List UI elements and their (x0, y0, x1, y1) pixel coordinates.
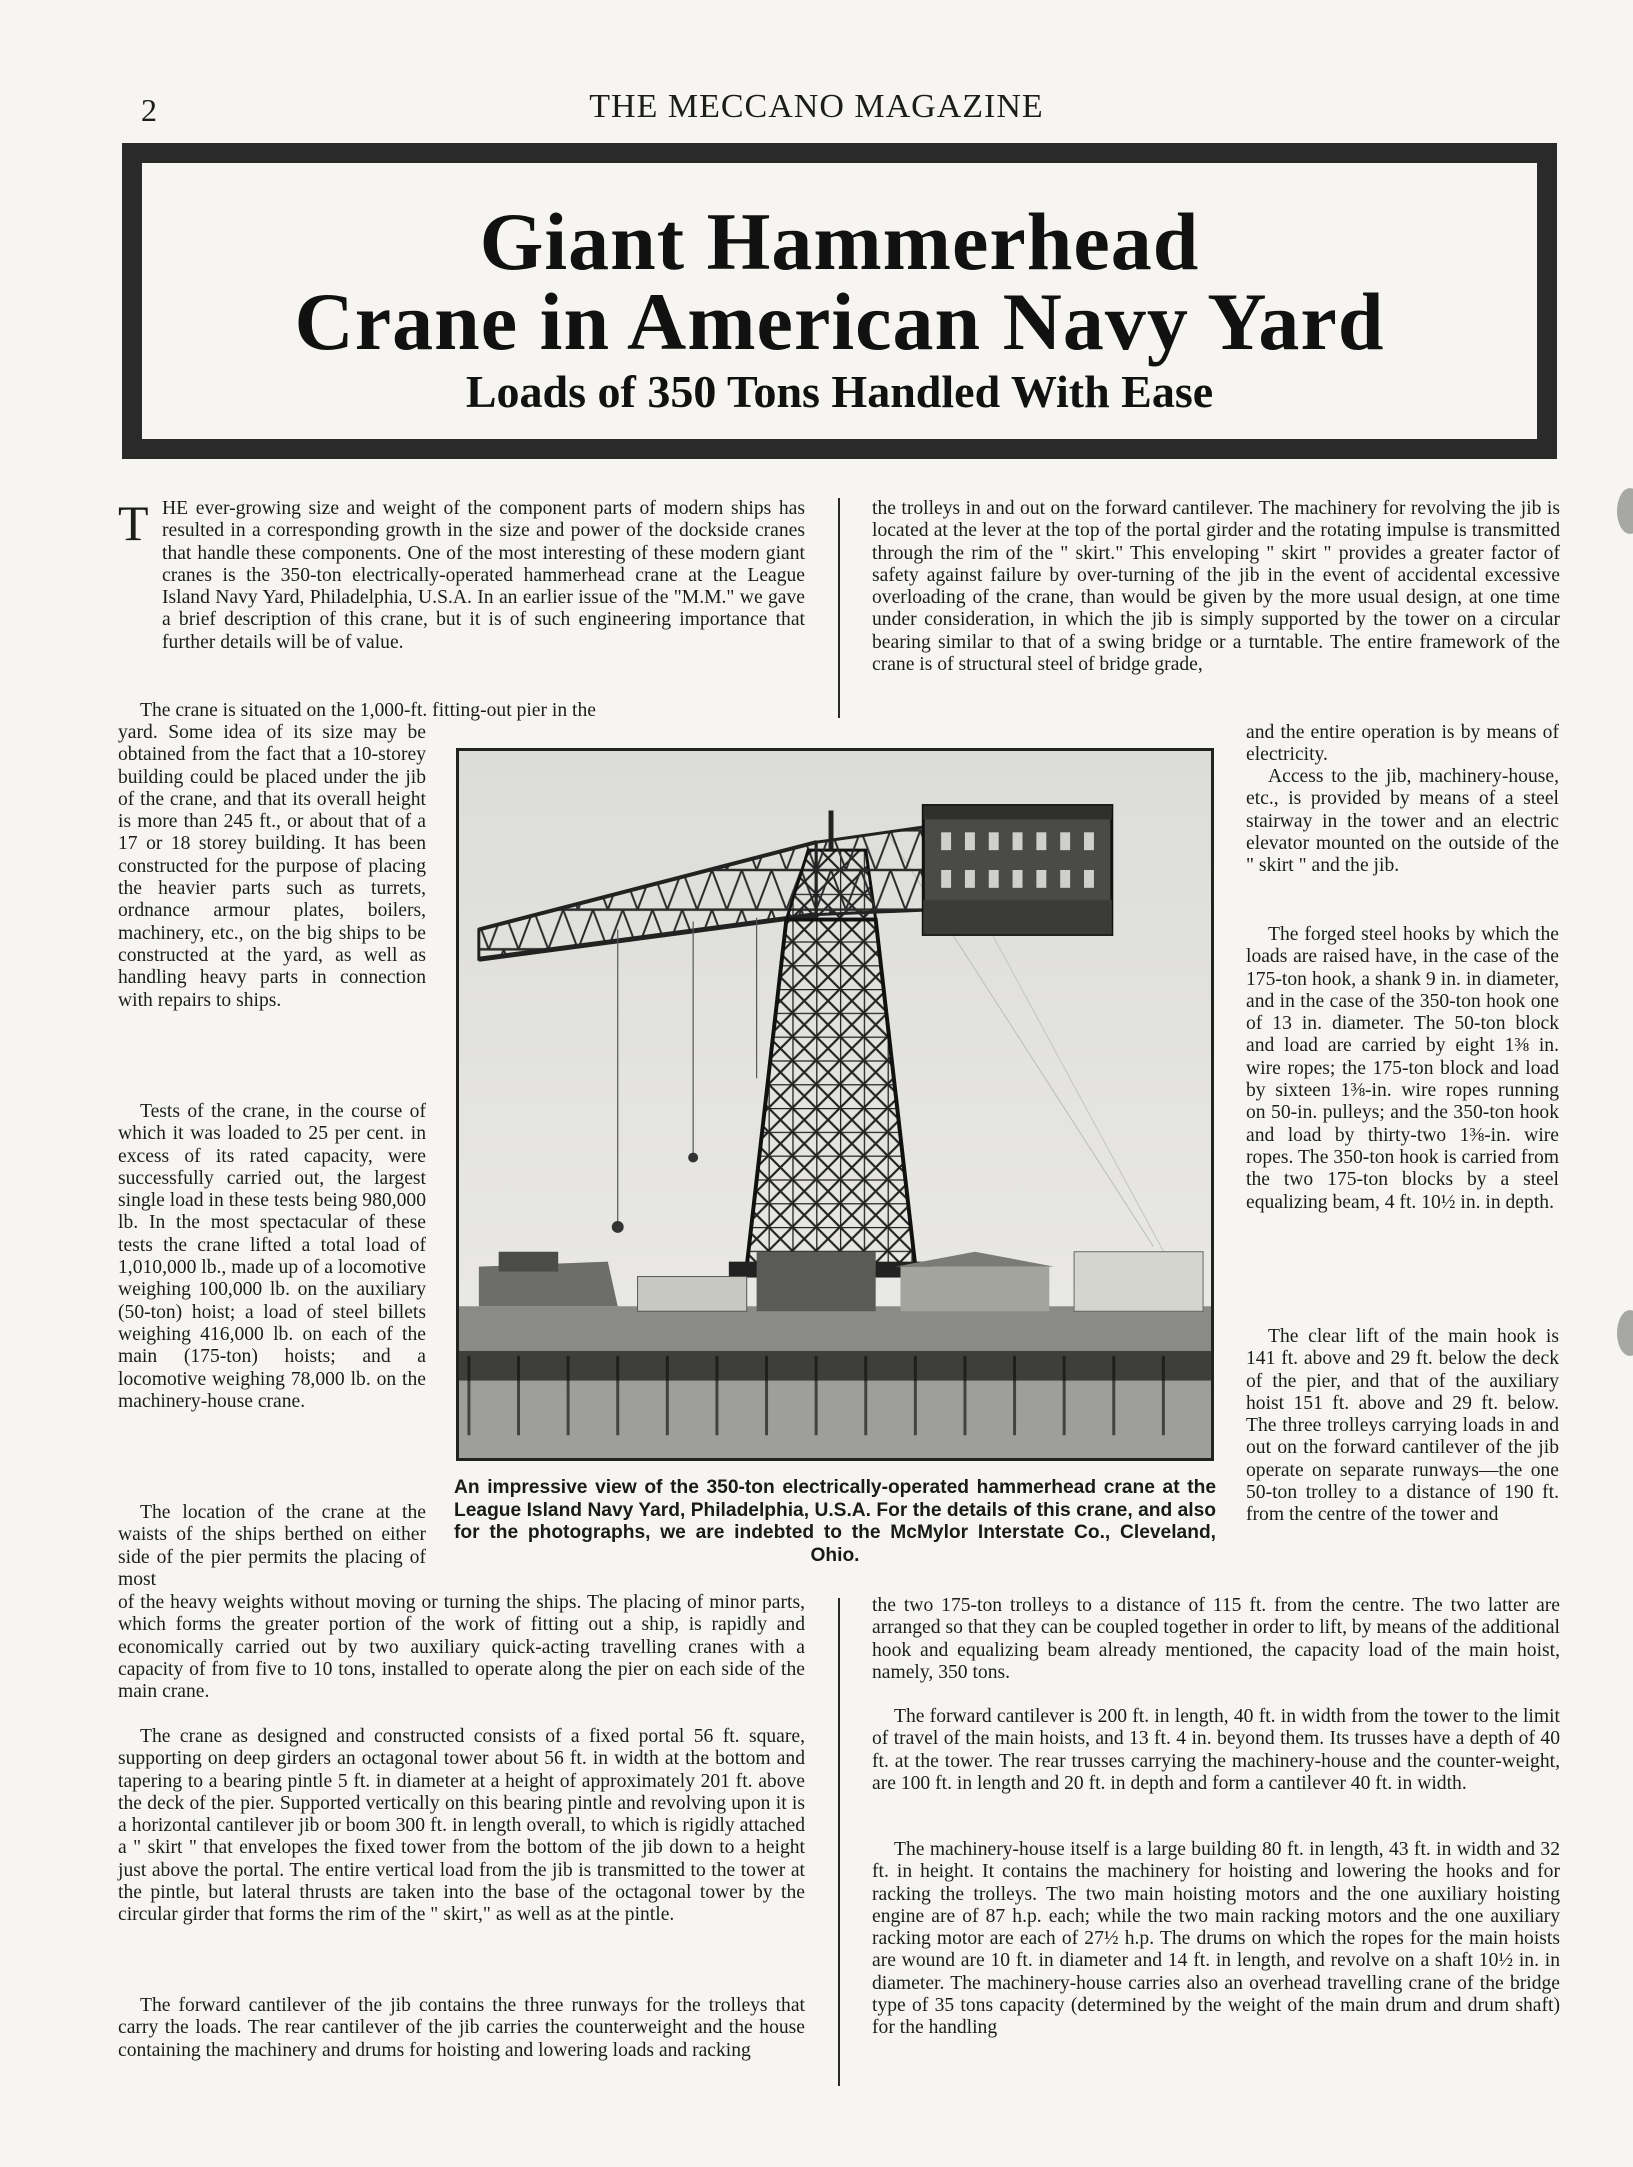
paragraph-5: The crane as designed and constructed consists of a fixed portal 56 ft. square, supporting on deep girders an octagonal tower about 56 ft. in width at the bottom and tapering to a bearing pintle 5 ft. in diameter at a height of approximately 201 ft. above the deck of the pier. Supported vertically on this bearing pintle and revolving upon it is a horizontal cantilever jib or boom 300 ft. in length overall, to which is rigidly attached a " skirt " that envelopes the fixed tower from the bottom of the jib down to a height just above the portal. The entire vertical load from the jib is transmitted to the tower at the pintle, but lateral thrusts are taken into the base of the octagonal tower by the circular girder that forms the rim of the " skirt," as well as at the pintle. (118, 1726, 805, 1926)
paragraph-1-lead (162, 498, 805, 654)
paragraph-3: Tests of the crane, in the course of which it was loaded to 25 per cent. in excess of its rated capacity, were successfully carried out, the largest single load in these tests being 980,000 lb. In the most spectacular of these tests the crane lifted a total load of 1,010,000 lb., made up of a locomotive weighing 100,000 lb. on the auxiliary (50-ton) hoist; a load of steel billets weighing 416,000 lb. on each of the main (175-ton) hoists; and a locomotive weighing 78,000 lb. on the machinery-house crane. (118, 1101, 426, 1412)
paragraph-r1: the trolleys in and out on the forward cantilever. The machinery for revolving the jib is located at the lever at the top of the portal girder and the rotating impulse is transmitted through the rim of the " skirt." This enveloping " skirt " provides a greater factor of safety against failure by over-turning of the jib in the event of accidental excessive overloading of the crane, than would be given by the more usual design, at one time under consideration, in which the jib is simply supported by the tower on a circular bearing similar to that of a swing bridge or a turntable. The entire framework of the crane is of structural steel of bridge grade, (872, 498, 1560, 676)
column-rule-bottom (838, 1598, 840, 2086)
paragraph-1: HE ever-growing size and weight of the component parts of modern ships has resulted in a corresponding growth in the size and power of the dockside cranes that handle these components. One of the most interesting of these modern giant cranes is the 350-ton electrically-operated hammerhead crane at the League Island Navy Yard, Philadelphia, U.S.A. In an earlier issue of the "M.M." we gave a brief description of this crane, but it is of such engineering importance that further details will be of value. (162, 498, 805, 653)
paragraph-r5: The forward cantilever is 200 ft. in length, 40 ft. in width from the tower to the limit of travel of the main hoists, and 13 ft. 4 in. beyond them. Its trusses have a depth of 40 ft. at the tower. The rear trusses carrying the machinery-house and the counter-weight, are 100 ft. in length and 20 ft. in depth and form a cantilever 40 ft. in width. (872, 1706, 1560, 1794)
paragraph-r2: Access to the jib, machinery-house, etc., is provided by means of a steel stairway in the tower and an electric elevator mounted on the outside of the " skirt " and the jib. (1246, 766, 1559, 877)
headline-subtitle: Loads of 350 Tons Handled With Ease (465, 366, 1214, 417)
crane-illustration (459, 751, 1211, 1458)
paragraph-r6: The machinery-house itself is a large building 80 ft. in length, 43 ft. in width and 32 ft. in height. It contains the machinery for hoisting and lowering the hooks and for racking the trolleys. The two main hoisting motors and the one auxiliary hoisting engine are of 87 h.p. each; while the two main racking motors and the one auxiliary racking motor are each of 27½ h.p. The drums on which the ropes for the main hoists are wound are 10 ft. in diameter and 14 ft. in length, and revolve on a shaft 10½ in. in diameter. The machinery-house carries also an overhead travelling crane of the bridge type of 35 tons capacity (determined by the weight of the main drum and drum shaft) for the handling (872, 1839, 1560, 2039)
paragraph-r3: The forged steel hooks by which the loads are raised have, in the case of the 175-ton hook, a shank 9 in. in diameter, and in the case of the 350-ton hook one of 13 in. diameter. The 50-ton block and load are carried by eight 1⅜ in. wire ropes; the 175-ton block and load by sixteen 1⅜-in. wire ropes running on 50-in. pulleys; and the 350-ton hook and load by thirty-two 1⅜-in. wire ropes. The 350-ton hook is carried from the two 175-ton blocks by a steel equalizing beam, 4 ft. 10½ in. in depth. (1246, 924, 1559, 1213)
page-number: 2 (141, 92, 157, 128)
paragraph-2-continued: yard. Some idea of its size may be obtained from the fact that a 10-storey building could be placed under the jib of the crane, and that its overall height is more than 245 ft., or about that of a 17 or 18 storey building. It has been constructed for the purpose of placing the heavier parts such as turrets, ordnance armour plates, boilers, machinery, etc., on the big ships to be constructed at the yard, as well as handling heavy parts in connection with repairs to ships. (118, 722, 426, 1011)
figure-caption: An impressive view of the 350-ton electrically-operated hammerhead crane at the League Island Navy Yard, Philadelphia, U.S.A. For the details of this crane, and also for the photographs, we are indebted to the McMylor Interstate Co., Cleveland, Ohio. (454, 1477, 1216, 1566)
paragraph-2-start: The crane is situated on the 1,000-ft. fitting-out pier in the (140, 700, 596, 721)
paragraph-6: The forward cantilever of the jib contains the three runways for the trolleys that carry the loads. The rear cantilever of the jib carries the counterweight and the house containing the machinery and drums for hoisting and lowering loads and racking (118, 1995, 805, 2061)
paragraph-4-continued: of the heavy weights without moving or turning the ships. The placing of minor parts, which forms the greater portion of the work of fitting out a ship, is rapidly and economically carried out by two auxiliary quick-acting travelling cranes with a capacity of from five to 10 tons, installed to operate along the pier on each side of the main crane. (118, 1592, 805, 1703)
paragraph-4-start: The location of the crane at the waists of the ships berthed on either side of the pier permits the placing of most (118, 1502, 426, 1590)
border-top (122, 143, 1557, 163)
paragraph-r4-continued: the two 175-ton trolleys to a distance of 115 ft. from the centre. The two latter are arranged so that they can be coupled together in order to lift, by means of the additional hook and equalizing beam already mentioned, the capacity load of the main hoist, namely, 350 tons. (872, 1595, 1560, 1683)
drop-cap: T (118, 495, 149, 551)
border-bottom (122, 439, 1557, 459)
pier-and-ship (459, 1252, 1211, 1458)
headline-line-1: Giant Hammerhead (479, 196, 1200, 287)
column-rule-top (838, 498, 840, 718)
magazine-title: THE MECCANO MAGAZINE (589, 88, 1044, 125)
headline-box (122, 143, 1557, 459)
crane-photograph (456, 748, 1214, 1461)
binder-hole-top (1617, 488, 1633, 534)
headline-line-2: Crane in American Navy Yard (294, 276, 1385, 367)
paragraph-r4-start: The clear lift of the main hook is 141 ft. above and 29 ft. below the deck of the pier, and that of the auxiliary hoist 151 ft. above and 29 ft. below. The three trolleys carrying loads in and out on the forward cantilever of the jib operate on separate runways—the one 50-ton trolley to a distance of 190 ft. from the centre of the tower and (1246, 1326, 1559, 1526)
paragraph-r1-end: and the entire operation is by means of electricity. (1246, 722, 1559, 766)
binder-hole-bottom (1617, 1310, 1633, 1356)
